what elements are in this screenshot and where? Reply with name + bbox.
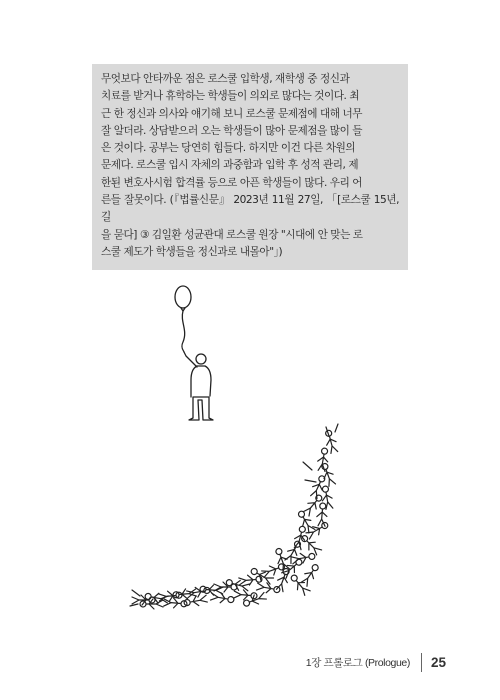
page-number: 25 <box>430 654 446 670</box>
chapter-label: 1장 프롤로그 (Prologue) <box>305 656 410 669</box>
balloon-figure <box>175 286 213 420</box>
quote-text: 무엇보다 안타까운 점은 로스쿨 입학생, 재학생 중 정신과 치료를 받거나 휴학하는 학생들이 의외로 많다는 것이다. 최 근 한 정신과 의사와 얘기해 보니 로스쿨 문제점에 대해 너무 잘 알더라. 상담받으러 오는 학생들이 많아 문제점을 많이 들 은 것이다. 공부는 당연히 힘들다. 하지만 이건 다른 차원의 문제다. 로스쿨 입시 자체의 과중함과 입학 후 성적 관리, 제 한된 변호사시험 합격률 등으로 아픈 학생들이 많다. 우리 어 른들 잘못이다. (『법률신문』 2023년 11월 27일, 「[로스쿨 15년, 길 을 묻다] ③ 김일환 성균관대 로스쿨 원장 "시대에 안 맞는 로 스쿨 제도가 학생들을 정신과로 내몰아"」) <box>101 73 399 258</box>
page-footer <box>306 651 446 673</box>
balloon-icon <box>175 286 191 308</box>
balloon-string <box>182 311 185 352</box>
standing-person <box>184 352 213 420</box>
human-pile <box>130 424 339 609</box>
footer-divider <box>421 653 422 672</box>
